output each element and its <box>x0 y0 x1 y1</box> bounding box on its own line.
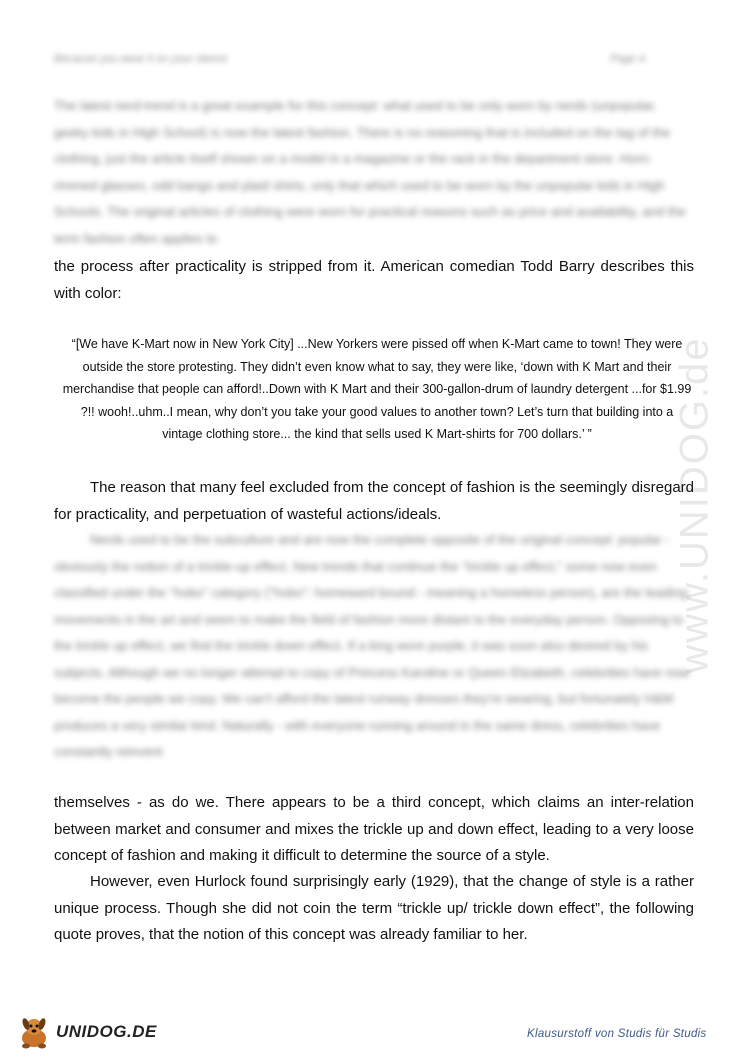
paragraph-3-blurred: Nerds used to be the subculture and are now the complete opposite of the original concept: popular - obviously the notion of a trickle-up effect. New trends that continue the "trickle up effect," some now even classified under the "hobo" category ("hobo": homeward bound - meaning a homeless person), are the leading movements in the art and seem to make the field of fashion more distant to the everyday person. Opposing to the trickle up effect, we find the trickle down effect. If a king wore purple, it was soon also desired by his subjects. Although we no longer attempt to copy of Princess Karoline or Queen Elizabeth, celebrities have now become the people we copy. We can't afford the latest runway dresses they're wearing, but fortunately H&M produces a very similar kind. Naturally - with everyone running around in the same dress, celebrities have constantly reinvent <box>54 532 690 759</box>
logo-text: UNIDOG.DE <box>56 1022 157 1041</box>
paragraph-4: However, even Hurlock found surprisingly early (1929), that the change of style is a rather unique process. Though she did not coin the term “trickle up/ trickle down effect”, the following quote proves, that the notion of this concept was already familiar to her. <box>54 873 694 943</box>
paragraph-1-visible: the process after practicality is stripped from it. American comedian Todd Barry describes this with color: <box>54 258 694 302</box>
running-header-title: Because you wear it on your sleeve <box>54 53 228 65</box>
page-number: Page 4 <box>610 53 645 65</box>
footer-tagline: Klausurstoff von Studis für Studis <box>527 1028 707 1040</box>
block-quote: “[We have K-Mart now in New York City] ...New Yorkers were pissed off when K-Mart came to town! They were outside the store protesting. They didn’t even know what to say, they were like, ‘down with K Mart and their merchandise that people can afford!..Down with K Mart and their 300-gallon-drum of laundry detergent ...for $1.99 ?!! wooh!..uhm..I mean, why don’t you take your good values to another town? Let’s turn that building into a vintage clothing store... the kind that sells used K Mart-shirts for 700 dollars.’ ” <box>62 337 692 441</box>
paragraph-2: The reason that many feel excluded from the concept of fashion is the seemingly disregard for practicality, and perpetuation of wasteful actions/ideals. <box>54 479 694 523</box>
watermark-text: www.UNIDOG.de <box>672 336 717 674</box>
dog-icon <box>12 1012 56 1052</box>
unidog-logo <box>12 1012 157 1052</box>
paragraph-1-blurred: The latest nerd-trend is a great example for this concept: what used to be only worn by nerds (unpopular, geeky kids in High School) is now the latest fashion. There is no reasoning that is included on the tag of the clothing, just the article itself shown on a model in a magazine or the rack in the department store. Horn-rimmed glasses, odd bangs and plaid shirts, only that which used to be worn by the unpopular kids in High Schools. The original articles of clothing were worn for practical reasons such as price and availability, and the term fashion often applies to <box>54 98 686 246</box>
paragraph-3-visible: themselves - as do we. There appears to be a third concept, which claims an inter-relation between market and consumer and mixes the trickle up and down effect, leading to a very loose concept of fashion and making it difficult to determine the source of a style. <box>54 794 694 864</box>
